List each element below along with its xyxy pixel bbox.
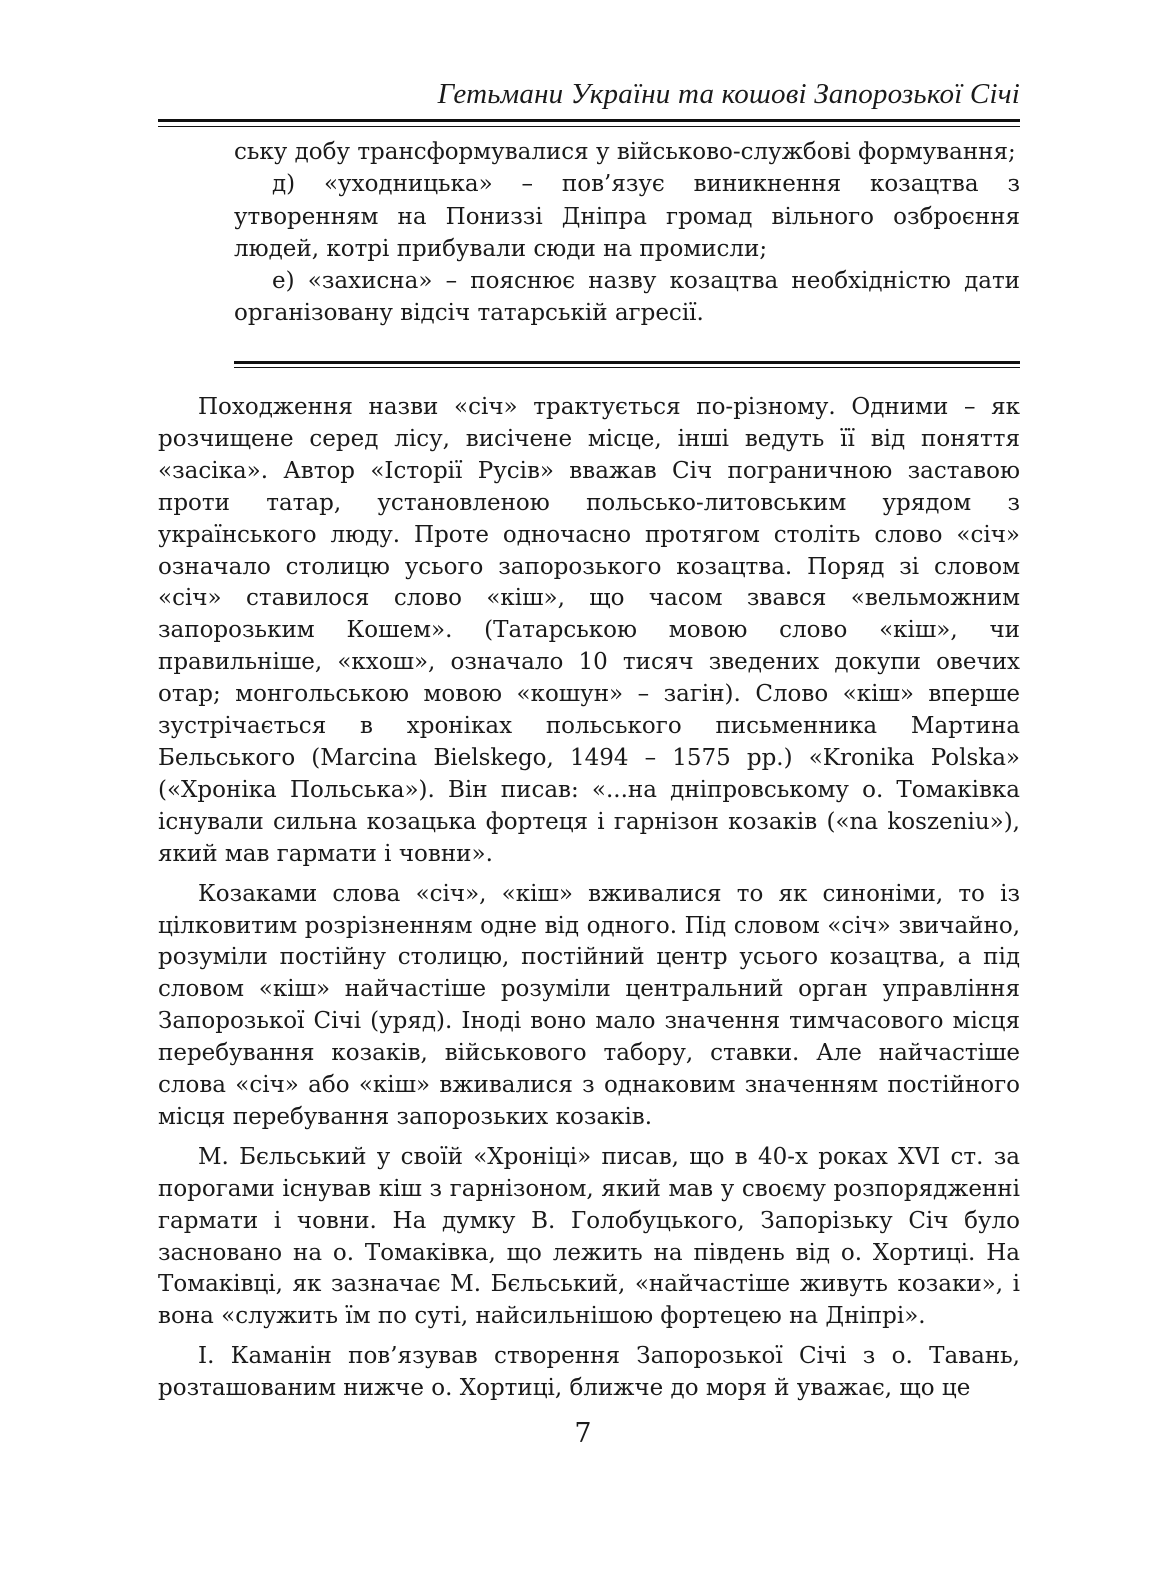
body-paragraph: І. Каманін пов’язував створення Запорозької Січі з о. Тавань, розташованим нижче о. Хортиці, ближче до моря й уважає, що це <box>158 1343 1020 1402</box>
header-rule-thin <box>158 126 1020 127</box>
boxed-item-d: д) «уходницька» – пов’язує виникнення козацтва з утворенням на Пониззі Дніпра громад вільного озброєння людей, котрі прибували сюди на промисли; <box>234 171 1020 262</box>
body-paragraph: Походження назви «січ» трактується по-різному. Одними – як розчищене серед лісу, висічене місце, інші ведуть її від поняття «засіка». Автор «Історії Русів» вважав Січ пограничною заставою проти татар, установленою польсько-литовським урядом з українського люду. Проте одночасно протягом століть слово «січ» означало столицю усього запорозького козацтва. Поряд зі словом «січ» ставилося слово «кіш», що часом звався «вельможним запорозьким Кошем». (Татарською мовою слово «кіш», чи правильніше, «кхош», означало 10 тисяч зведених докупи овечих отар; монгольською мовою «кошун» – загін). Слово «кіш» вперше зустрічається в хроніках польського письменника Мартина Бельського (Marcina Bielskego, 1494 – 1575 рр.) «Kronika Polska» («Хроніка Польська»). Він писав: «...на дніпровському о. Томаківка існували сильна козацька фортеця і гарнізон козаків («na koszeniu»), який мав гармати і човни». <box>158 394 1020 867</box>
page-number: 7 <box>574 1418 592 1449</box>
boxed-item-e: е) «захисна» – пояснює назву козацтва необхідністю дати організовану відсіч татарській агресії. <box>234 268 1020 327</box>
main-text <box>158 392 1020 1413</box>
box-bottom-rule-thin <box>234 367 1020 368</box>
box-bottom-rule <box>234 361 1020 364</box>
running-header: Гетьмани України та кошові Запорозької Січі <box>437 78 1020 110</box>
body-paragraph: Козаками слова «січ», «кіш» вживалися то як синоніми, то із цілковитим розрізненням одне від одного. Під словом «січ» звичайно, розуміли постійну столицю, постійний центр усього козацтва, а під словом «кіш» найчастіше розуміли центральний орган управління Запорозької Січі (уряд). Іноді воно мало значення тимчасового місця перебування козаків, військового табору, ставки. Але найчастіше слова «січ» або «кіш» вживалися з однаковим значенням постійного місця перебування запорозьких козаків. <box>158 880 1020 1130</box>
header-rule <box>158 119 1020 122</box>
body-paragraph: М. Бєльський у своїй «Хроніці» писав, що в 40-х роках XVI ст. за порогами існував кіш з гарнізоном, який мав у своєму розпорядженні гармати і човни. На думку В. Голобуцького, Запорізьку Січ було засновано на о. Томаківка, що лежить на південь від о. Хортиці. На Томаківці, як зазначає М. Бєльський, «найчастіше живуть козаки», і вона «служить їм по суті, найсильнішою фортецею на Дніпрі». <box>158 1143 1020 1330</box>
boxed-list-block <box>234 136 1020 330</box>
boxed-paragraph-continuation: ську добу трансформувалися у військово-службові формування; <box>234 139 1016 165</box>
